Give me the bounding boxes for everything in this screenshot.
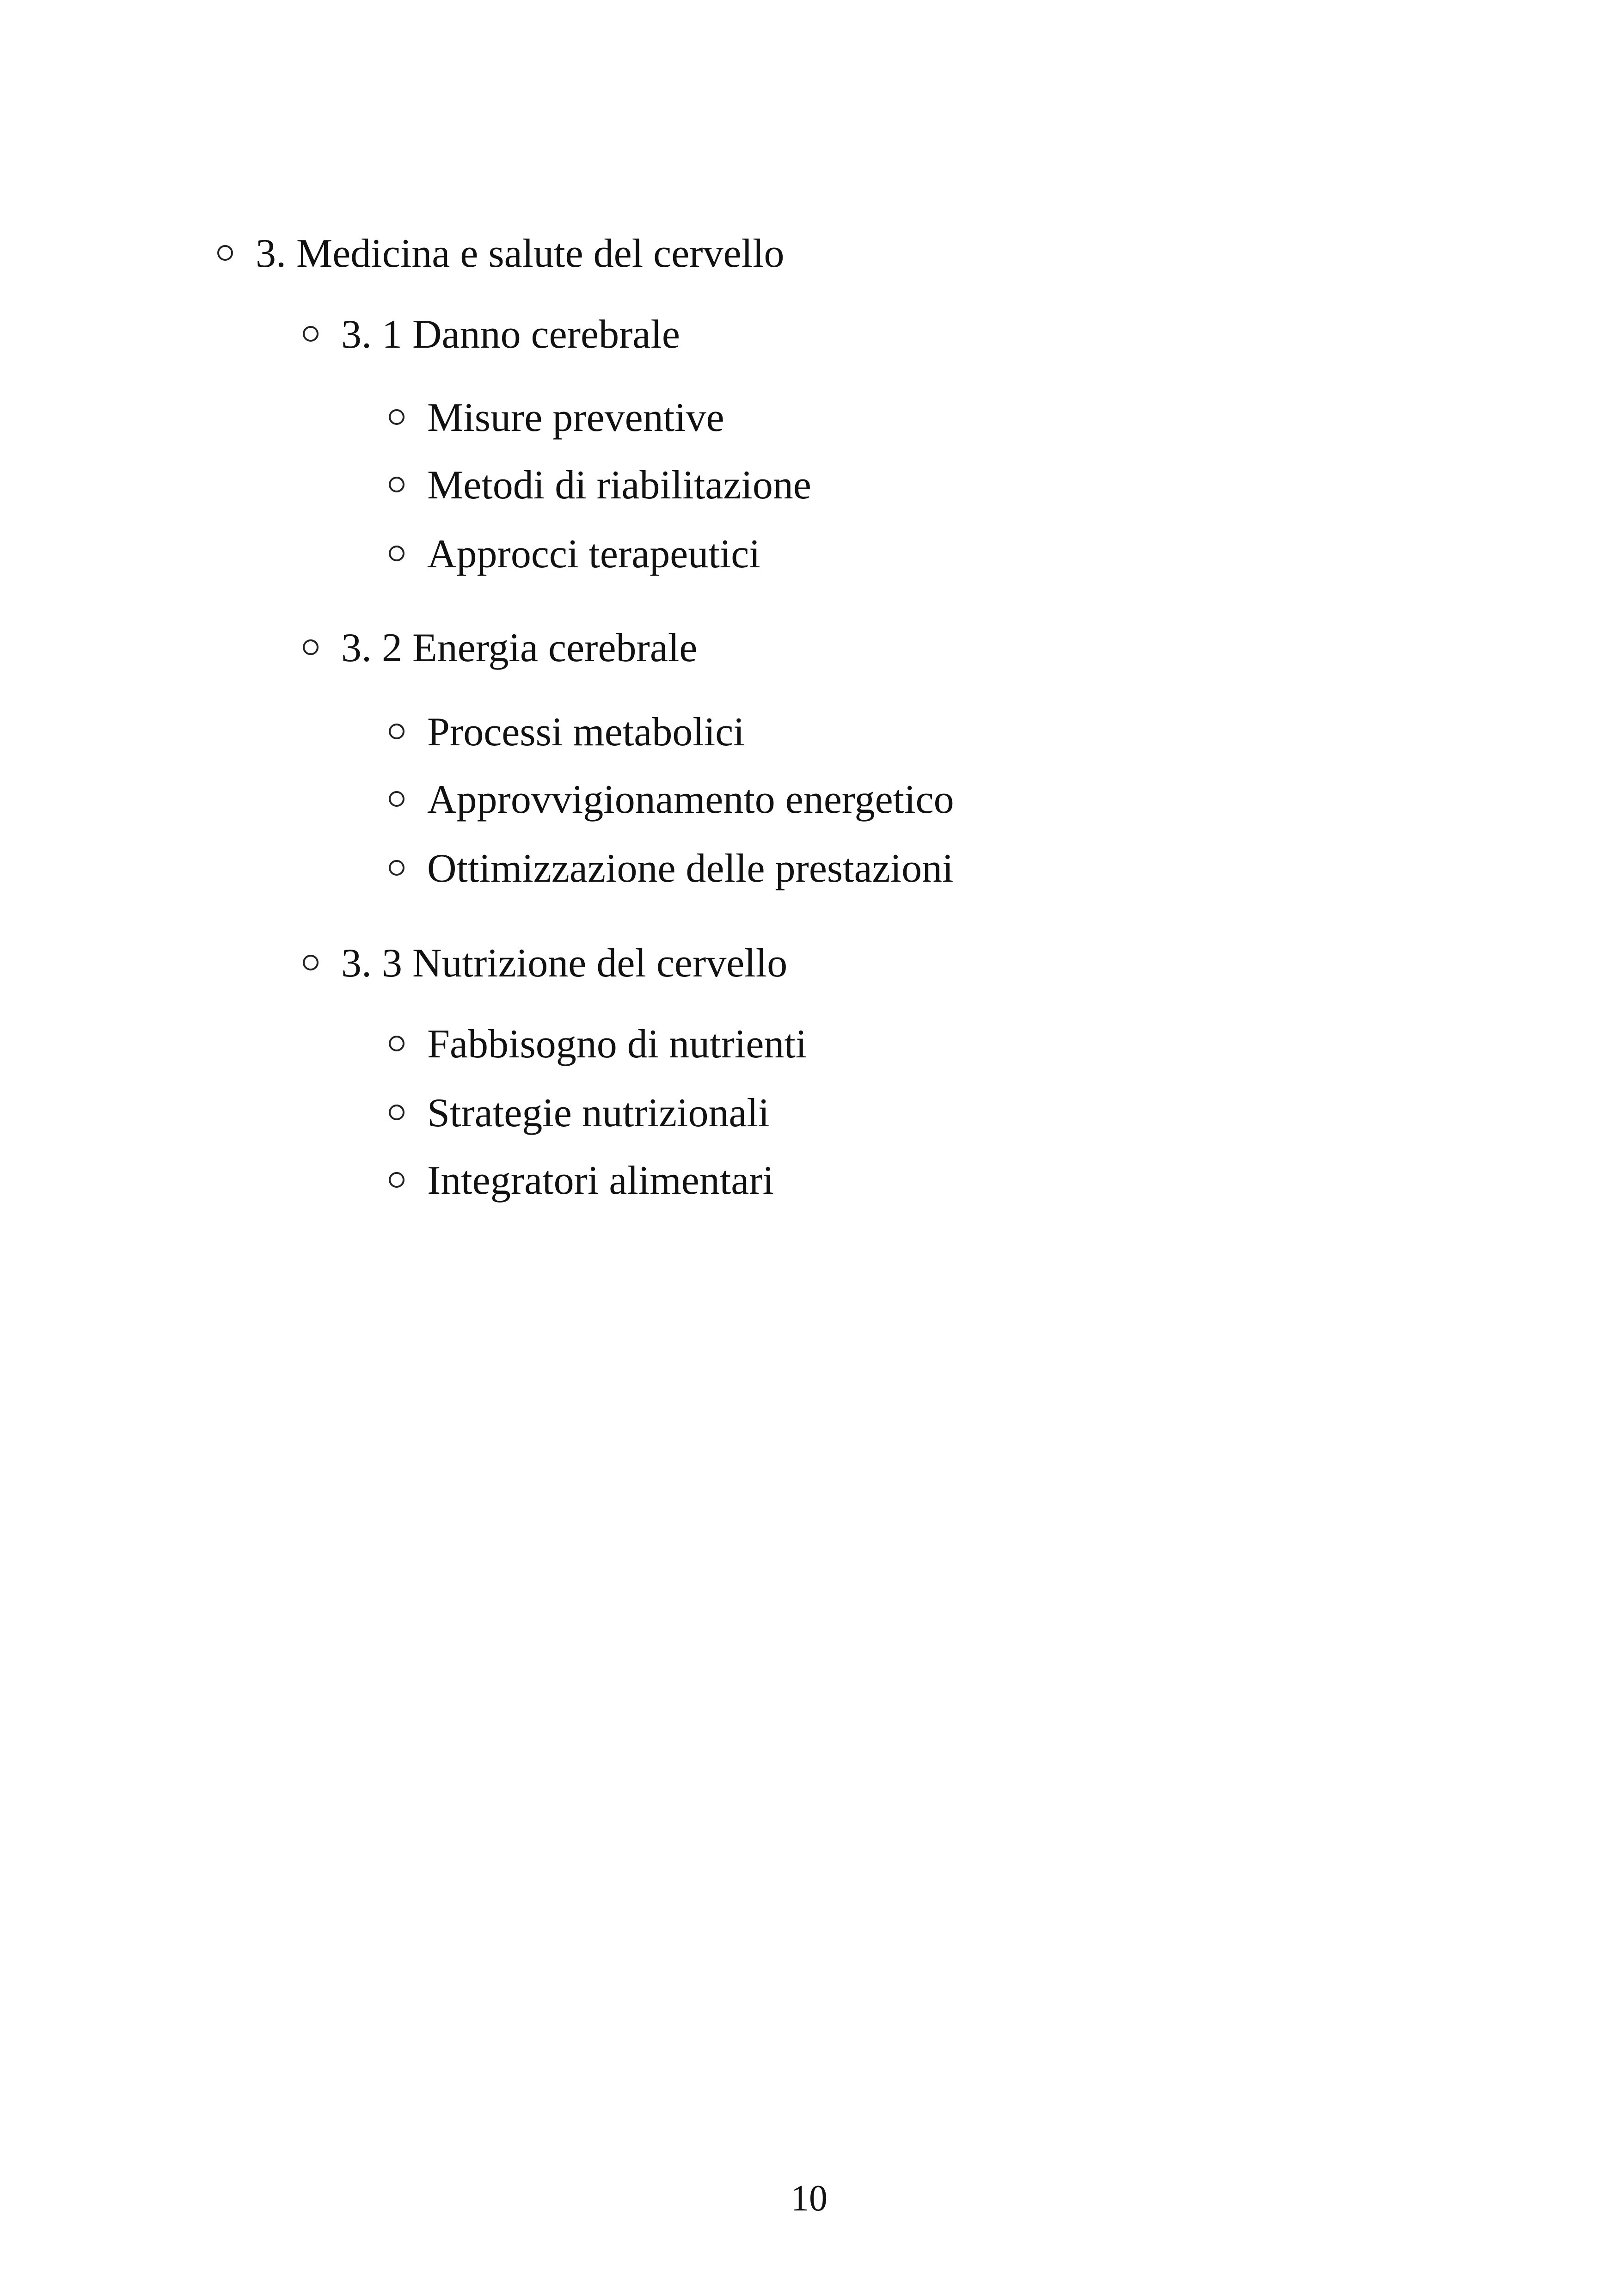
hollow-circle-bullet-icon — [389, 1036, 404, 1051]
hollow-circle-bullet-icon — [303, 955, 319, 970]
subsection-title: 3. 2 Energia cerebrale — [341, 626, 698, 670]
outline-subsection — [0, 314, 680, 355]
item-label: Fabbisogno di nutrienti — [427, 1022, 807, 1067]
outline-item — [0, 1160, 774, 1201]
outline-item — [0, 395, 724, 440]
item-label: Processi metabolici — [427, 710, 745, 755]
outline-item — [0, 1024, 807, 1065]
section-title: 3. Medicina e salute del cervello — [256, 231, 784, 276]
outline-item — [0, 848, 954, 889]
outline-item — [0, 712, 745, 753]
outline-item — [0, 1093, 769, 1134]
item-label: Strategie nutrizionali — [427, 1091, 770, 1136]
hollow-circle-bullet-icon — [389, 1172, 404, 1188]
outline-item — [0, 534, 760, 575]
hollow-circle-bullet-icon — [389, 860, 404, 876]
outline-subsection — [0, 628, 697, 669]
hollow-circle-bullet-icon — [303, 326, 319, 342]
item-label: Integratori alimentari — [427, 1158, 774, 1203]
hollow-circle-bullet-icon — [217, 245, 233, 261]
item-label: Ottimizzazione delle prestazioni — [427, 846, 954, 891]
outline-item — [0, 465, 811, 506]
item-label: Metodi di riabilitazione — [427, 463, 811, 508]
outline-item — [0, 777, 954, 822]
outline-section — [0, 233, 784, 274]
page-number: 10 — [791, 2178, 827, 2219]
hollow-circle-bullet-icon — [389, 791, 404, 807]
subsection-title: 3. 3 Nutrizione del cervello — [341, 941, 788, 986]
hollow-circle-bullet-icon — [389, 409, 404, 425]
hollow-circle-bullet-icon — [389, 477, 404, 492]
hollow-circle-bullet-icon — [389, 546, 404, 561]
item-label: Misure preventive — [427, 395, 724, 440]
subsection-title: 3. 1 Danno cerebrale — [341, 312, 680, 357]
item-label: Approvvigionamento energetico — [427, 777, 954, 822]
hollow-circle-bullet-icon — [389, 724, 404, 739]
outline-subsection — [0, 943, 787, 984]
hollow-circle-bullet-icon — [303, 639, 319, 655]
item-label: Approcci terapeutici — [427, 532, 760, 577]
hollow-circle-bullet-icon — [389, 1105, 404, 1120]
